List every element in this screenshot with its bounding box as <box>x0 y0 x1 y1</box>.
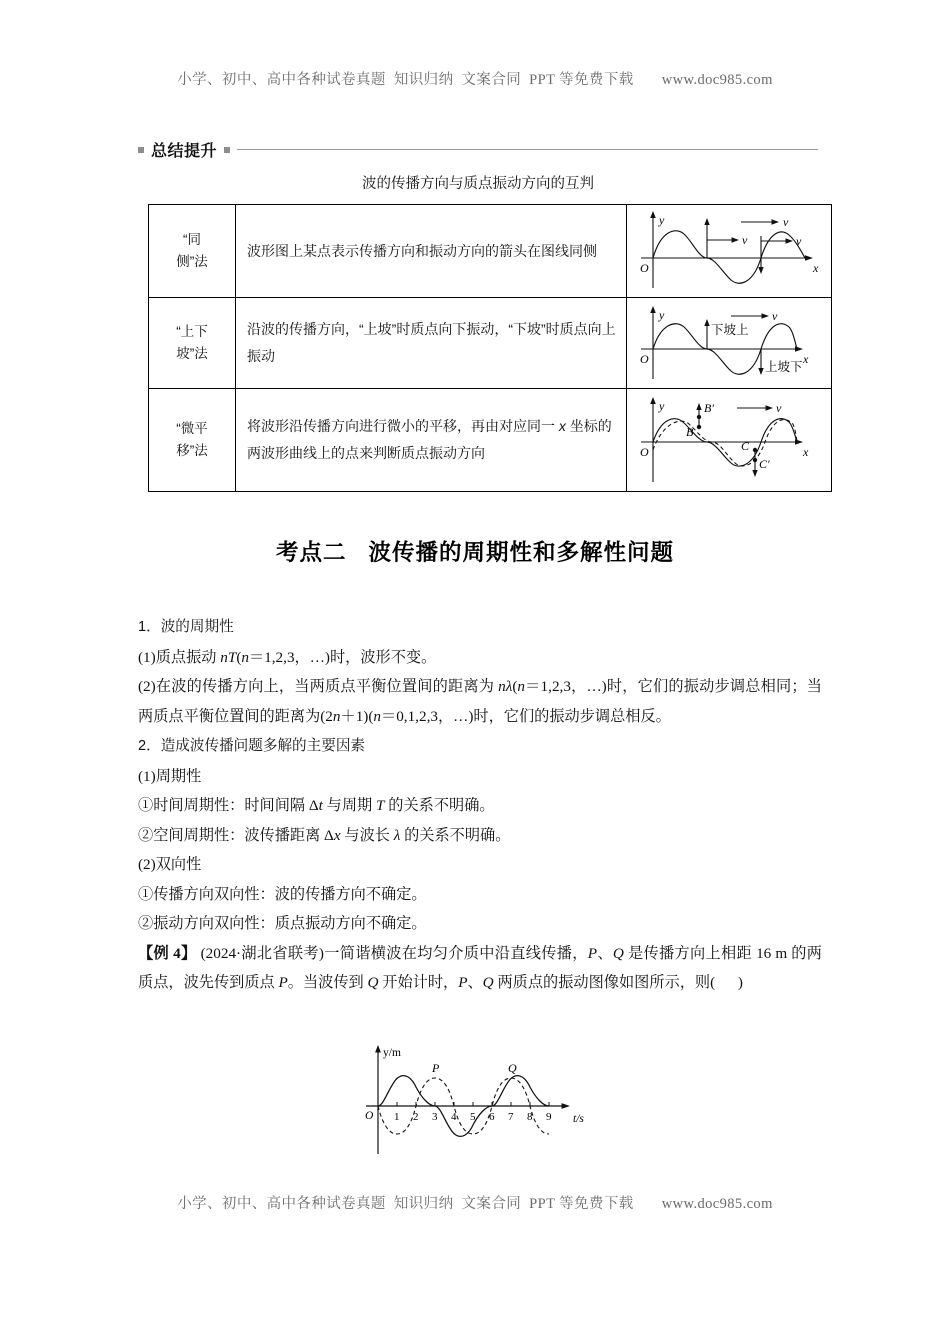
bullet-square-icon-2 <box>224 147 230 153</box>
section-1-item-2: (2)在波的传播方向上，当两质点平衡位置间的距离为 nλ(n＝1,2,3，…)时，它们的振动步调总相同；当两质点平衡位置间的距离为(2n＋1)(n＝0,1,2,3，…)时，它们的振动步调总相反。 <box>138 678 822 725</box>
axis-label-y: y <box>659 213 665 227</box>
example-4-block <box>138 939 822 998</box>
section-2-item-2b: ②振动方向双向性：质点振动方向不确定。 <box>138 915 427 932</box>
oscillation-chart-container <box>0 1036 950 1163</box>
origin-label: O <box>365 1110 374 1122</box>
tick-8: 8 <box>527 1111 533 1123</box>
section-2-item-2: (2)双向性 <box>138 856 202 873</box>
example-source: (2024·湖北省联考) <box>200 944 324 962</box>
row-method-name <box>149 389 236 492</box>
footer-watermark: 小学、初中、高中各种试卷真题 知识归纳 文案合同 PPT 等免费下载 www.doc985.com <box>177 1196 773 1212</box>
tick-6: 6 <box>489 1111 495 1123</box>
wave-direction-label-v: v <box>783 215 789 229</box>
tick-5: 5 <box>470 1111 476 1123</box>
axis-label-O: O <box>640 261 649 275</box>
tick-2: 2 <box>413 1111 419 1123</box>
label-uphill-down: 上坡下 <box>765 360 803 374</box>
method-name-line2: 移”法 <box>176 443 208 458</box>
method-name-line2: 侧”法 <box>176 254 208 269</box>
section-header <box>138 138 818 161</box>
row-figure-micro-shift <box>627 389 832 492</box>
axis-label-y: y <box>659 399 665 413</box>
heading-text: 波传播的周期性和多解性问题 <box>368 540 675 565</box>
wave-direction-label-v: v <box>772 309 778 323</box>
label-B: B <box>686 425 694 439</box>
heading-prefix: 考点二 <box>275 540 347 565</box>
same-side-wave-diagram <box>631 208 827 294</box>
row-description: 沿波的传播方向，“上坡”时质点向下振动，“下坡”时质点向上振动 <box>236 298 627 389</box>
table-row <box>149 298 832 389</box>
section-2-item-1a: ①时间周期性：时间间隔 Δt 与周期 T 的关系不明确。 <box>138 797 495 814</box>
section-title: 总结提升 <box>151 143 218 160</box>
label-B-prime: B′ <box>704 401 714 415</box>
row-method-name <box>149 298 236 389</box>
uphill-downhill-wave-diagram <box>631 301 827 385</box>
tick-3: 3 <box>432 1111 438 1123</box>
header-rule-divider <box>237 149 818 150</box>
label-C-prime: C′ <box>759 457 770 471</box>
section-2-title-text: 2．造成波传播问题多解的主要因素 <box>138 738 366 754</box>
tick-1: 1 <box>394 1111 400 1123</box>
header-watermark: 小学、初中、高中各种试卷真题 知识归纳 文案合同 PPT 等免费下载 www.doc985.com <box>177 72 773 88</box>
series-label-Q: Q <box>508 1061 517 1075</box>
tick-7: 7 <box>508 1111 514 1123</box>
method-comparison-table <box>148 204 832 492</box>
row-description <box>236 389 627 492</box>
axis-label-y: y <box>659 308 665 322</box>
label-downhill-up: 下坡上 <box>711 323 749 337</box>
example-label: 【例 4】 <box>138 944 197 962</box>
row-description: 波形图上某点表示传播方向和振动方向的箭头在图线同侧 <box>236 205 627 298</box>
row-method-name <box>149 205 236 298</box>
x-tick-labels <box>394 1111 552 1123</box>
axis-label-O: O <box>640 352 649 366</box>
main-content <box>138 612 822 998</box>
velocity-label-v-1: v <box>742 233 748 247</box>
method-name-line1: “上下 <box>176 324 208 339</box>
row-description-text: 将波形沿传播方向进行微小的平移，再由对应同一 x 坐标的两波形曲线上的点来判断质点振动方向 <box>247 418 612 461</box>
example-body: 一简谐横波在均匀介质中沿直线传播，P、Q 是传播方向上相距 16 m 的两质点，波先传到质点 P。当波传到 Q 开始计时，P、Q 两质点的振动图像如图所示，则( ) <box>138 944 822 991</box>
section-2-item-1: (1)周期性 <box>138 767 202 785</box>
tick-4: 4 <box>451 1111 457 1123</box>
method-name-line1: “同 <box>183 232 201 247</box>
x-axis-label: t/s <box>573 1113 584 1125</box>
tick-9: 9 <box>546 1111 552 1123</box>
wave-direction-label-v: v <box>776 401 782 415</box>
section-1-title <box>138 612 822 643</box>
table-row <box>149 389 832 492</box>
section-1-item-1: (1)质点振动 nT(n＝1,2,3，…)时，波形不变。 <box>138 648 437 666</box>
section-2-item-2a: ①传播方向双向性：波的传播方向不确定。 <box>138 885 427 903</box>
series-label-P: P <box>432 1061 440 1075</box>
axis-label-x: x <box>803 352 809 366</box>
table-caption: 波的传播方向与质点振动方向的互判 <box>362 176 594 192</box>
label-C: C <box>741 439 750 453</box>
axis-label-x: x <box>813 261 819 275</box>
pq-oscillation-chart <box>350 1036 600 1158</box>
section-2-title <box>138 731 822 762</box>
section-1-title-text: 1．波的周期性 <box>138 619 234 635</box>
micro-shift-wave-diagram <box>631 392 827 488</box>
y-axis-label: y/m <box>383 1047 401 1059</box>
method-name-line1: “微平 <box>176 421 208 436</box>
page-title <box>0 535 950 567</box>
method-name-line2: 坡”法 <box>176 346 208 361</box>
velocity-label-v-2: v <box>796 234 802 248</box>
axis-label-x: x <box>803 445 809 459</box>
row-figure-same-side <box>627 205 832 298</box>
axis-label-O: O <box>640 445 649 459</box>
row-figure-uphill-downhill <box>627 298 832 389</box>
bullet-square-icon <box>138 147 144 153</box>
table-row <box>149 205 832 298</box>
section-2-item-1b: ②空间周期性：波传播距离 Δx 与波长 λ 的关系不明确。 <box>138 826 511 844</box>
